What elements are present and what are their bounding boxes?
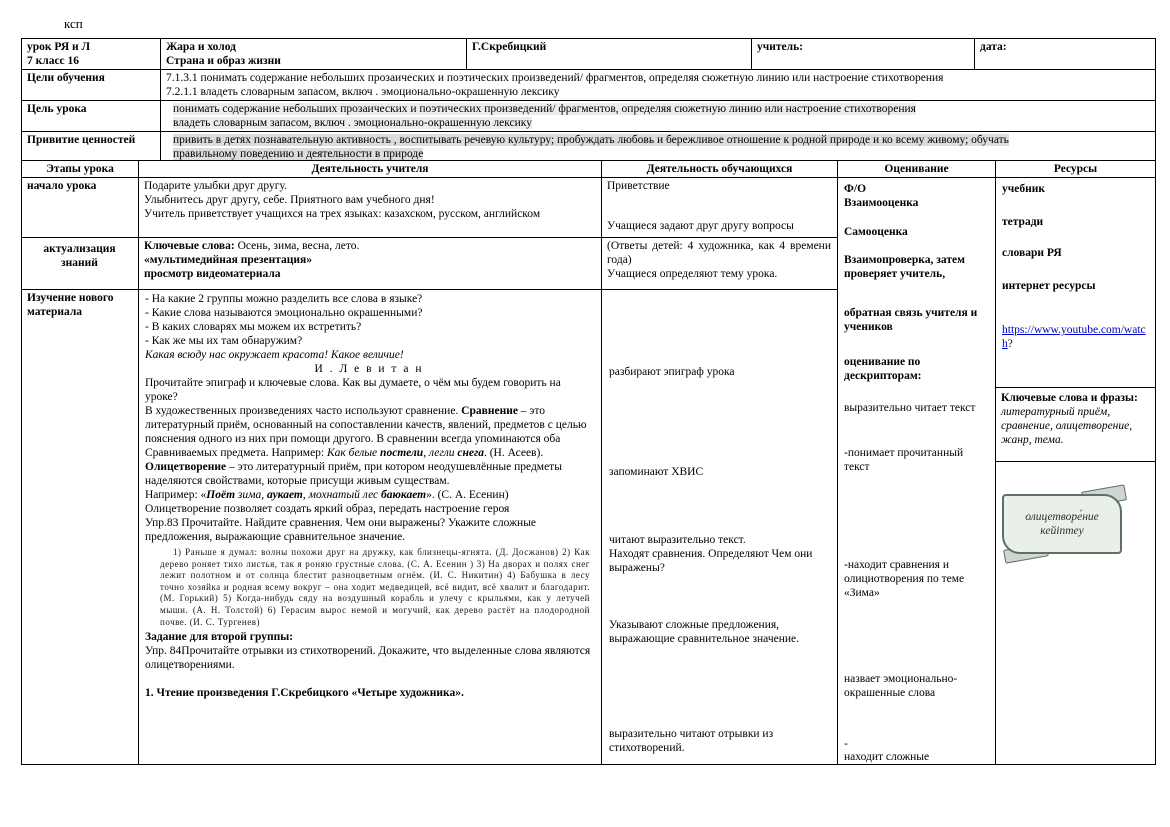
students-read-line: читают выразительно текст. (609, 534, 746, 546)
cell-student-new-material (602, 290, 838, 765)
cell-teacher-new-material (139, 290, 602, 765)
cell-text-author (467, 39, 752, 70)
cell-stage-new-material (22, 290, 139, 765)
cell-teacher-start (139, 178, 602, 238)
stage-update-label: актуализация знаний (43, 243, 116, 269)
resource-video-link-wrap (1002, 323, 1148, 351)
comparison-def-continued: Сравниваемых предмета. Например: (145, 447, 328, 459)
topic-line2: Страна и образ жизни (166, 55, 281, 67)
stages-header-row (22, 161, 1156, 178)
cell-teacher-update (139, 238, 602, 290)
example1-part-a: Как белые (327, 447, 381, 459)
keywords-box (996, 387, 1155, 462)
exercise-84-task: Упр. 84Прочитайте отрывки из стихотворений. Докажите, что выделенные слова являются олицетворениями. (145, 645, 591, 672)
question-3: - В каких словарях мы можем их встретить? (145, 321, 362, 333)
student-greeting: Приветствие (607, 180, 670, 192)
goal-label: Цель урока (27, 103, 87, 115)
assessment-peer: Взаимооценка (844, 197, 919, 209)
values-label: Привитие ценностей (27, 134, 136, 146)
assessment-mutual-check: Взаимопроверка, затем проверяет учитель, (844, 254, 965, 280)
row-lesson-start (22, 178, 1156, 238)
text-author: Г.Скребицкий (472, 41, 547, 53)
resource-internet: интернет ресурсы (1002, 280, 1096, 292)
assessment-fo: Ф/О (844, 183, 867, 195)
goal-line1: понимать содержание небольших прозаических и поэтических произведений/ фрагментов, определяя сюжетную линию или настроение стихотворения (173, 103, 916, 115)
students-find-comparisons: Находят сравнения. Определяют Чем они выражены? (609, 548, 813, 574)
cell-objectives-label (22, 70, 161, 101)
cell-goal-content (161, 101, 1156, 132)
cell-student-update (602, 238, 838, 290)
resource-dictionaries: словари РЯ (1002, 247, 1062, 259)
cell-objectives-content (161, 70, 1156, 101)
resource-textbook: учебник (1002, 183, 1045, 195)
example1-author: . (Н. Асеев). (483, 447, 544, 459)
descriptor-names-emotional-words: назвает эмоционально-окрашенные слова (844, 673, 958, 699)
descriptor-finds-comparisons: -находит сравнения и олициотворения по теме «Зима» (844, 559, 965, 599)
assessment-descriptors: оценивание по дескрипторам: (844, 356, 922, 382)
example2-author: ». (С. А. Есенин) (426, 489, 509, 501)
descriptor-dash: - (844, 738, 848, 750)
header-assessment: Оценивание (838, 161, 996, 178)
date-label: дата: (980, 41, 1007, 53)
keywords-seasons-label: Ключевые слова: (144, 240, 235, 252)
cell-assessment (838, 178, 996, 765)
example1-part-d: снега (457, 447, 484, 459)
objective-1: 7.1.3.1 понимать содержание небольших прозаических и поэтических произведений/ фрагментов, определяя сюжетную линию или настроение стихотворения (166, 72, 944, 84)
header-teacher-activity: Деятельность учителя (139, 161, 602, 178)
keywords-text: литературный приём, сравнение, олицетворение, жанр, тема. (1001, 406, 1133, 446)
info-row-objectives (22, 70, 1156, 101)
descriptor-expressive-reading: выразительно читает текст (844, 402, 976, 414)
header-stages: Этапы урока (22, 161, 139, 178)
question-2: - Какие слова называются эмоционально окрашенными? (145, 307, 423, 319)
exercise-83-task: Упр.83 Прочитайте. Найдите сравнения. Чем они выражены? Укажите сложные предложения, выражающие сравнительное значение. (145, 517, 537, 543)
students-analyze-epigraph: разбирают эпиграф урока (609, 366, 735, 378)
cell-stage-update (22, 238, 139, 290)
assessment-feedback: обратная связь учителя и учеников (844, 307, 978, 333)
header-student-activity: Деятельность обучающихся (602, 161, 838, 178)
example1-part-b: постели (380, 447, 424, 459)
teacher-label: учитель: (757, 41, 803, 53)
lesson-type-line2: 7 класс 16 (27, 55, 80, 67)
example2-part-c: аукает (266, 489, 303, 501)
cell-lesson-topic (161, 39, 467, 70)
cell-values-content (161, 132, 1156, 163)
lesson-stages-table (21, 160, 1156, 765)
cell-values-label (22, 132, 161, 163)
info-row-values (22, 132, 1156, 163)
read-epigraph-task: Прочитайте эпиграф и ключевые слова. Как вы думаете, о чём мы будем говорить на уроке? (145, 377, 561, 403)
spacer (145, 672, 593, 686)
keywords-label: Ключевые слова и фразы: (1001, 392, 1138, 404)
personification-paragraph (145, 460, 593, 488)
objectives-label: Цели обучения (27, 72, 105, 84)
stage-start-label: начало урока (27, 180, 97, 192)
students-read-text (609, 533, 831, 575)
reading-title: 1. Чтение произведения Г.Скребицкого «Четыре художника». (145, 687, 464, 700)
cell-goal-label (22, 101, 161, 132)
info-row-title (22, 39, 1156, 70)
objective-2: 7.2.1.1 владеть словарным запасом, включ . эмоционально-окрашенную лексику (166, 86, 560, 98)
example2-label: Например: « (145, 489, 207, 501)
stage-new-material-label: Изучение нового материала (27, 292, 114, 318)
header-resources: Ресурсы (996, 161, 1156, 178)
cell-teacher (752, 39, 975, 70)
students-read-excerpts: выразительно читают отрывки из стихотворений. (609, 728, 774, 754)
info-row-goal (22, 101, 1156, 132)
clipart-word-ru: олицетворе́ние (1025, 511, 1099, 523)
comparison-paragraph (145, 404, 593, 446)
assessment-self: Самооценка (844, 226, 908, 238)
personification-effect: Олицетворение позволяет создать яркий образ, передать настроение героя (145, 503, 510, 515)
example2-part-d: , мохнатый лес (302, 489, 382, 501)
students-point-complex-sentences: Указывают сложные предложения, выражающие сравнительное значение. (609, 619, 799, 645)
cell-lesson-type (22, 39, 161, 70)
epigraph-author: И . Л е в и т а н (314, 363, 424, 375)
personification-clipart-image (1002, 486, 1128, 562)
youtube-link-part1: https://www.youtube.com/ (1002, 324, 1124, 336)
youtube-link[interactable] (1002, 324, 1146, 350)
multimedia-presentation: «мультимедийная презентация» (144, 254, 312, 266)
comparison-intro: В художественных произведениях часто используют сравнение. (145, 405, 462, 417)
comparison-example-line (145, 446, 593, 460)
lesson-info-table (21, 38, 1156, 163)
goal-line2: владеть словарным запасом, включ . эмоционально-окрашенную лексику (173, 117, 532, 129)
group2-task-title: Задание для второй группы: (145, 631, 294, 644)
exercise-83-text: 1) Раньше я думал: волны похожи друг на дружку, как близнецы-ягнята. (Д. Досжанов) 2) Как дерево роняет тихо листья, так я роняю грустные слова. (С. А. Есенин ) 3) На дворах и полях снег лежит полотном и от солнца блестит разноцветным огнём. (И. С. Никитин) 4) Бабушка в лесу точно хозяйка и родная всему вокруг – она ходит медведицей, всё видит, всё хвалит и благодарит. (М. Горький) 5) Когда-нибудь сяду на воздушный корабль и улечу с крыльями, как у летучей мыши. (А. Н. Толстой) 6) Герасим вырос немой и могучий, как дерево растёт на плодородной почве. (И. С. Тургенев) (160, 547, 590, 627)
clipart-word-kk: кейіптеу (1040, 525, 1084, 537)
document-label: ксп (64, 16, 83, 31)
cell-student-start (602, 178, 838, 238)
personification-term: Олицетворение (145, 461, 227, 473)
epigraph: Какая всюду нас окружает красота! Какое величие! (145, 349, 404, 361)
student-questions: Учащиеся задают друг другу вопросы (607, 220, 794, 232)
youtube-link-part2: watch (1002, 324, 1146, 350)
teacher-start-line3: Учитель приветствует учащихся на трех языках: казахском, русском, английском (144, 208, 541, 220)
youtube-link-question-mark: ? (1007, 338, 1013, 350)
clipart-body (1002, 494, 1122, 554)
example2-part-b: зима, (235, 489, 267, 501)
teacher-start-line1: Подарите улыбки друг другу. (144, 180, 287, 192)
example2-part-e: баюкает (381, 489, 427, 501)
personification-definition: – это литературный приём, при котором неодушевлённые предметы наделяются свойствами, которые присущи живым существам. (145, 461, 562, 487)
personification-example-line (145, 488, 593, 502)
cell-stage-start (22, 178, 139, 238)
question-4: - Как же мы их там обнаружим? (145, 335, 303, 347)
cell-date (975, 39, 1156, 70)
values-line2: правильному поведению и деятельности в природе (173, 148, 424, 160)
student-answers: (Ответы детей: 4 художника, как 4 времени года) (607, 240, 831, 266)
descriptor-finds-complex: находит сложные (844, 751, 930, 763)
keywords-seasons-text: Осень, зима, весна, лето. (234, 240, 360, 252)
video-viewing: просмотр видеоматериала (144, 268, 281, 280)
comparison-term: Сравнение (461, 405, 518, 417)
resource-notebooks: тетради (1002, 216, 1044, 228)
comparison-definition: – это литературный приём, основанный на сопоставлении качеств, явлений, предметов с целью пояснения одного из них при помощи другого. В сравнении всегда упоминаются оба (145, 405, 587, 445)
topic-line1: Жара и холод (166, 41, 236, 53)
question-1: - На какие 2 группы можно разделить все слова в языке? (145, 293, 423, 305)
example2-part-a: Поёт (206, 489, 236, 501)
student-define-topic: Учащиеся определяют тему урока. (607, 268, 778, 280)
cell-resources (996, 178, 1156, 765)
teacher-start-line2: Улыбнитесь друг другу, себе. Приятного вам учебного дня! (144, 194, 435, 206)
descriptor-understands-text: -понимает прочитанный текст (844, 447, 964, 473)
students-memorize: запоминают ХВИС (609, 466, 704, 478)
values-line1: привить в детях познавательную активность , воспитывать речевую культуру; пробуждать любовь и бережливое отношение к родной природе и ко всему живому; обучать (173, 134, 1009, 146)
lesson-type-line1: урок РЯ и Л (27, 41, 91, 53)
example1-part-c: , легли (423, 447, 458, 459)
